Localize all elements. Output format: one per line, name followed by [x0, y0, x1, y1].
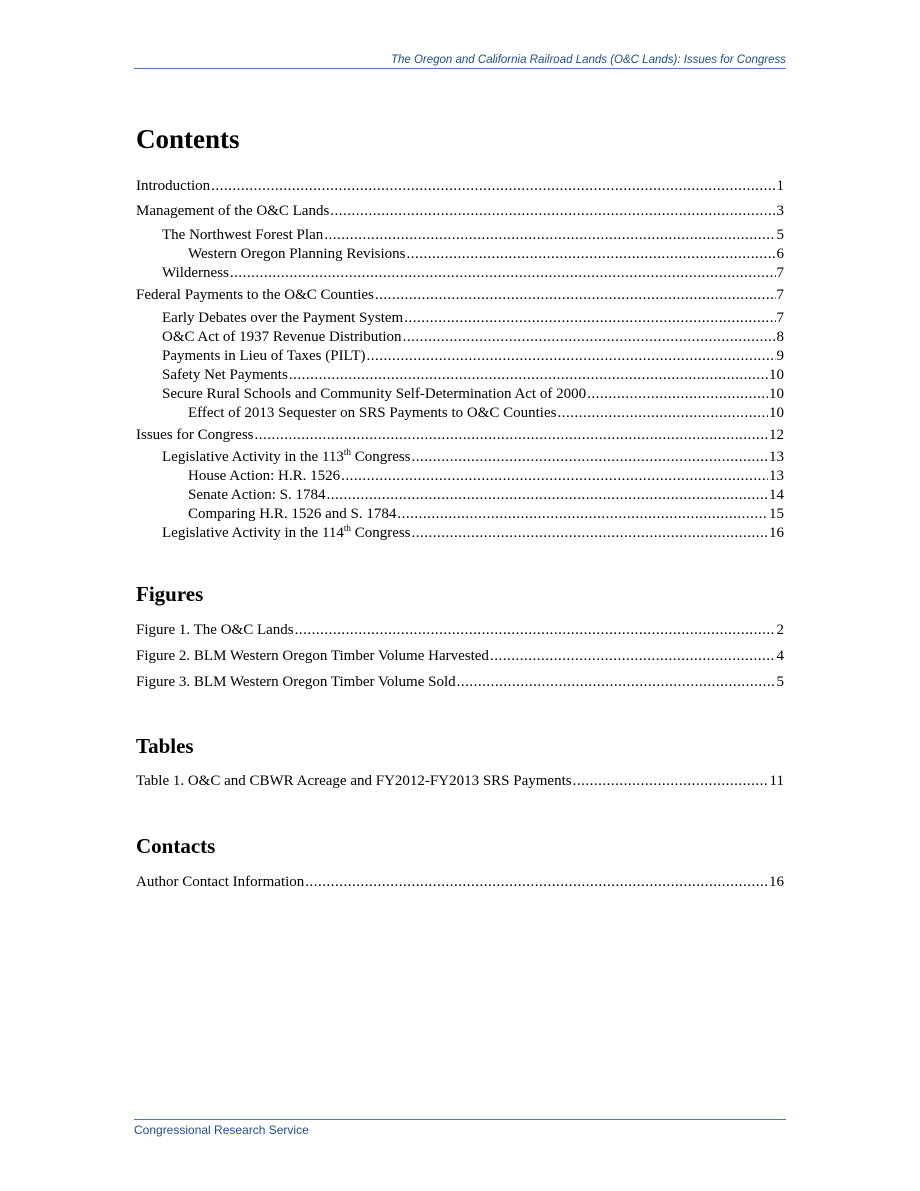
toc-entry-safety-net[interactable] [136, 366, 784, 385]
toc-dot-leader [457, 673, 776, 692]
toc-entry-senate-action[interactable] [136, 486, 784, 505]
toc-entry-title-post: Congress [350, 449, 411, 465]
toc-entry-page: 5 [776, 227, 784, 243]
toc-entry-title: Safety Net Payments [162, 367, 288, 383]
toc-entry-secure-rural-schools[interactable] [136, 385, 784, 404]
toc-entry-title: Early Debates over the Payment System [162, 310, 404, 326]
toc-entry-title: Introduction [136, 178, 211, 194]
toc-dot-leader [367, 347, 776, 366]
toc-entry-title: O&C Act of 1937 Revenue Distribution [162, 329, 402, 345]
toc-entry-page: 15 [769, 506, 784, 522]
toc-dot-leader [587, 385, 768, 404]
toc-entry-title: Figure 2. BLM Western Oregon Timber Volume Harvested [136, 648, 489, 664]
toc-dot-leader [211, 177, 775, 196]
toc-dot-leader [397, 505, 768, 524]
toc-entry-title: The Northwest Forest Plan [162, 227, 324, 243]
toc-entry-figure-3[interactable] [136, 673, 784, 692]
toc-entry-sequester-effect[interactable] [136, 404, 784, 423]
toc-entry-page: 2 [776, 622, 784, 638]
toc-entry-title: Table 1. O&C and CBWR Acreage and FY2012-FY2013 SRS Payments [136, 773, 572, 789]
toc-entry-title: Management of the O&C Lands [136, 203, 330, 219]
toc-entry-title: Effect of 2013 Sequester on SRS Payments to O&C Counties [188, 405, 557, 421]
toc-entry-title: Payments in Lieu of Taxes (PILT) [162, 348, 366, 364]
toc-dot-leader [327, 486, 769, 505]
toc-entry-title-sup: th [343, 447, 351, 457]
toc-entry-title: Author Contact Information [136, 874, 305, 890]
toc-entry-page: 16 [769, 874, 784, 890]
toc-entry-title [162, 524, 411, 543]
toc-dot-leader [375, 286, 776, 305]
toc-entry-title: Comparing H.R. 1526 and S. 1784 [188, 506, 397, 522]
toc-entry-title: Federal Payments to the O&C Counties [136, 287, 374, 303]
toc-entry-author-contact[interactable] [136, 873, 784, 892]
toc-entry-title: Western Oregon Planning Revisions [188, 246, 406, 262]
toc-entry-management[interactable] [136, 202, 784, 221]
toc-dot-leader [573, 772, 769, 791]
contacts-heading: Contacts [136, 834, 216, 858]
toc-dot-leader [407, 245, 776, 264]
toc-entry-issues-for-congress[interactable] [136, 426, 784, 445]
toc-entry-oc-act-1937[interactable] [136, 328, 784, 347]
toc-entry-title [162, 448, 411, 467]
contents-toc [136, 177, 784, 543]
toc-entry-northwest-forest-plan[interactable] [136, 226, 784, 245]
toc-entry-page: 7 [776, 310, 784, 326]
contacts-toc [136, 873, 784, 892]
contents-heading: Contents [136, 124, 240, 154]
running-header-title: The Oregon and California Railroad Lands (O&C Lands): Issues for Congress [390, 54, 786, 66]
toc-entry-legislative-114[interactable] [136, 524, 784, 543]
toc-dot-leader [324, 226, 775, 245]
figures-heading: Figures [136, 582, 204, 606]
toc-entry-figure-1[interactable] [136, 621, 784, 640]
toc-entry-page: 9 [776, 348, 784, 364]
toc-entry-title-pre: Legislative Activity in the 114 [162, 525, 344, 541]
toc-entry-page: 10 [769, 405, 784, 421]
toc-entry-title: Figure 3. BLM Western Oregon Timber Volume Sold [136, 674, 456, 690]
toc-entry-title: Issues for Congress [136, 427, 254, 443]
running-footer [134, 1119, 786, 1137]
toc-entry-title: Wilderness [162, 265, 229, 281]
toc-entry-federal-payments[interactable] [136, 286, 784, 305]
toc-dot-leader [230, 264, 776, 283]
toc-dot-leader [412, 524, 768, 543]
toc-entry-western-oregon-planning[interactable] [136, 245, 784, 264]
toc-dot-leader [490, 647, 776, 666]
figures-toc [136, 621, 784, 692]
toc-entry-page: 11 [769, 773, 784, 789]
toc-dot-leader [341, 467, 768, 486]
toc-entry-table-1[interactable] [136, 772, 784, 791]
toc-entry-wilderness[interactable] [136, 264, 784, 283]
toc-entry-page: 1 [776, 178, 784, 194]
toc-entry-page: 8 [776, 329, 784, 345]
toc-entry-title: House Action: H.R. 1526 [188, 468, 341, 484]
toc-entry-introduction[interactable] [136, 177, 784, 196]
toc-dot-leader [289, 366, 768, 385]
toc-dot-leader [412, 448, 768, 467]
toc-entry-page: 10 [769, 367, 784, 383]
toc-entry-page: 7 [776, 287, 784, 303]
toc-entry-page: 13 [769, 468, 784, 484]
toc-entry-page: 13 [769, 449, 784, 465]
toc-entry-title-pre: Legislative Activity in the 113 [162, 449, 344, 465]
running-header [134, 54, 786, 69]
toc-entry-early-debates[interactable] [136, 309, 784, 328]
toc-entry-comparing-bills[interactable] [136, 505, 784, 524]
toc-entry-page: 14 [769, 487, 784, 503]
toc-dot-leader [404, 309, 775, 328]
toc-entry-title: Senate Action: S. 1784 [188, 487, 326, 503]
toc-dot-leader [403, 328, 776, 347]
toc-entry-page: 12 [769, 427, 784, 443]
toc-entry-legislative-113[interactable] [136, 448, 784, 467]
tables-heading: Tables [136, 734, 194, 758]
toc-entry-page: 5 [776, 674, 784, 690]
toc-entry-page: 7 [776, 265, 784, 281]
toc-entry-figure-2[interactable] [136, 647, 784, 666]
toc-entry-title-post: Congress [350, 525, 411, 541]
toc-entry-house-action[interactable] [136, 467, 784, 486]
toc-dot-leader [557, 404, 768, 423]
toc-entry-title: Figure 1. The O&C Lands [136, 622, 294, 638]
toc-entry-page: 6 [776, 246, 784, 262]
toc-entry-page: 4 [776, 648, 784, 664]
toc-entry-page: 16 [769, 525, 784, 541]
toc-entry-title-sup: th [343, 523, 351, 533]
toc-dot-leader [295, 621, 776, 640]
toc-entry-page: 3 [776, 203, 784, 219]
footer-publisher: Congressional Research Service [134, 1123, 309, 1137]
toc-dot-leader [255, 426, 769, 445]
toc-entry-pilt[interactable] [136, 347, 784, 366]
toc-dot-leader [330, 202, 775, 221]
toc-entry-title: Secure Rural Schools and Community Self-Determination Act of 2000 [162, 386, 587, 402]
toc-dot-leader [305, 873, 768, 892]
tables-toc [136, 772, 784, 791]
toc-entry-page: 10 [769, 386, 784, 402]
